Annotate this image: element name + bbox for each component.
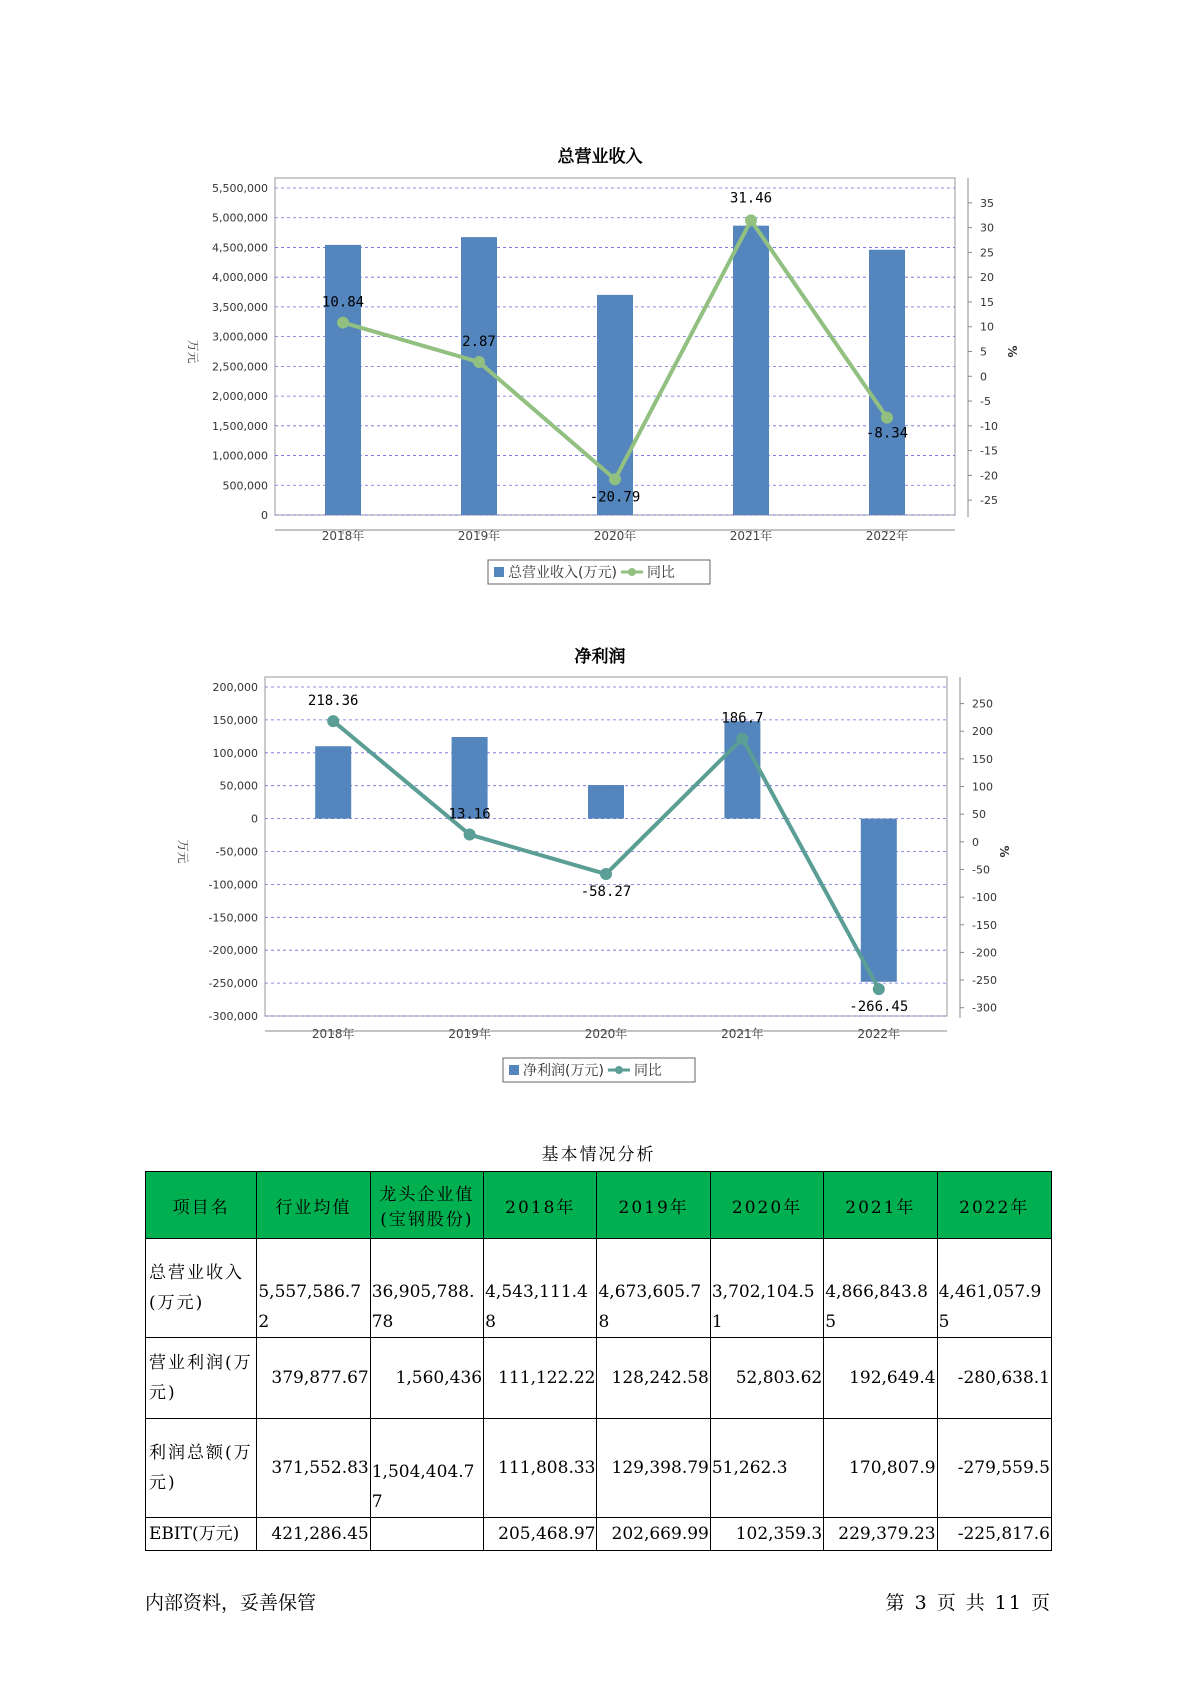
y2-tick-label: 0 xyxy=(980,370,987,384)
y2-tick-label: 10 xyxy=(980,320,994,334)
y-tick-label: 5,500,000 xyxy=(212,182,268,195)
data-label: 218.36 xyxy=(307,693,359,710)
legend-line-marker xyxy=(615,1066,623,1074)
table-cell: 51,262.3 xyxy=(710,1419,823,1518)
y2-tick-label: 25 xyxy=(980,246,994,260)
table-cell: 129,398.79 xyxy=(597,1419,710,1518)
y-tick-label: -100,000 xyxy=(208,878,258,892)
table-cell: 1,560,436 xyxy=(370,1338,483,1419)
y2-tick-label: -10 xyxy=(980,419,998,433)
basic-analysis-section xyxy=(145,1140,1052,1551)
row-label: 总营业收入(万元) xyxy=(146,1239,257,1338)
line-series xyxy=(333,721,879,989)
table-cell: 52,803.62 xyxy=(710,1338,823,1419)
line-point xyxy=(873,983,885,995)
y-tick-label: 3,500,000 xyxy=(212,300,268,314)
y-tick-label: -300,000 xyxy=(208,1010,258,1023)
data-label: -20.79 xyxy=(589,489,641,506)
y2-tick-label: -50 xyxy=(972,863,990,877)
table-cell: 371,552.83 xyxy=(257,1419,370,1518)
x-tick-label: 2020年 xyxy=(593,529,637,543)
table-row xyxy=(146,1239,1052,1338)
y-tick-label: 200,000 xyxy=(212,681,258,694)
bar xyxy=(315,746,351,818)
table-cell: 229,379.23 xyxy=(824,1518,937,1551)
line-point xyxy=(609,473,621,485)
data-label: -58.27 xyxy=(580,884,632,901)
basic-analysis-table xyxy=(145,1171,1052,1551)
y2-tick-label: 50 xyxy=(972,808,986,822)
line-point xyxy=(327,715,339,727)
table-cell: 111,122.22 xyxy=(484,1338,597,1419)
header-cell: 2022年 xyxy=(937,1172,1051,1239)
x-tick-label: 2018年 xyxy=(321,529,365,543)
legend-bar-swatch xyxy=(509,1065,519,1075)
header-cell: 龙头企业值(宝钢股份) xyxy=(370,1172,483,1239)
y2-tick-label: 15 xyxy=(980,295,994,309)
table-cell: -225,817.6 xyxy=(937,1518,1051,1551)
bar xyxy=(325,245,361,515)
row-label: 利润总额(万元) xyxy=(146,1419,257,1518)
header-cell: 2019年 xyxy=(597,1172,710,1239)
table-cell: 4,543,111.48 xyxy=(484,1239,597,1338)
y-tick-label: -50,000 xyxy=(215,845,258,859)
line-point xyxy=(337,317,349,329)
y2-tick-label: -20 xyxy=(980,469,998,483)
x-tick-label: 2021年 xyxy=(721,1027,764,1041)
table-cell: 5,557,586.72 xyxy=(257,1239,370,1338)
line-point xyxy=(464,829,476,841)
table-cell: 128,242.58 xyxy=(597,1338,710,1419)
table-cell: -279,559.5 xyxy=(937,1419,1051,1518)
y2-tick-label: -25 xyxy=(980,494,998,508)
y-tick-label: 1,500,000 xyxy=(212,419,268,433)
legend-label: 同比 xyxy=(633,1063,662,1079)
y2-tick-label: -300 xyxy=(972,1001,997,1015)
data-label: 2.87 xyxy=(462,334,496,351)
data-label: 31.46 xyxy=(729,190,773,207)
revenue-chart xyxy=(0,140,1191,600)
table-row xyxy=(146,1419,1052,1518)
header-cell: 2021年 xyxy=(824,1172,937,1239)
line-point xyxy=(745,214,757,226)
table-header-row xyxy=(146,1172,1052,1239)
legend-label: 同比 xyxy=(646,565,675,581)
x-tick-label: 2021年 xyxy=(729,529,773,543)
header-cell: 2020年 xyxy=(710,1172,823,1239)
data-label: 10.84 xyxy=(321,294,365,311)
y-axis-label: 万元 xyxy=(186,339,200,364)
line-point xyxy=(600,868,612,880)
data-label: -8.34 xyxy=(865,425,909,442)
plot-frame xyxy=(265,677,947,1016)
bar xyxy=(461,237,497,515)
data-label: 13.16 xyxy=(448,806,491,823)
y2-axis-label: % xyxy=(997,845,1011,858)
table-cell: 111,808.33 xyxy=(484,1419,597,1518)
legend-bar-swatch xyxy=(494,567,504,577)
y-tick-label: 1,000,000 xyxy=(212,449,268,463)
chart-svg xyxy=(0,140,1191,600)
line-point xyxy=(881,412,893,424)
y2-tick-label: 100 xyxy=(972,780,993,794)
y-tick-label: 100,000 xyxy=(212,746,258,760)
table-cell: 421,286.45 xyxy=(257,1518,370,1551)
x-tick-label: 2019年 xyxy=(448,1027,491,1041)
y-tick-label: 5,000,000 xyxy=(212,211,268,225)
y2-tick-label: 5 xyxy=(980,345,987,359)
chart-svg xyxy=(0,640,1191,1100)
header-cell: 2018年 xyxy=(484,1172,597,1239)
table-cell: 1,504,404.77 xyxy=(370,1419,483,1518)
chart-title: 净利润 xyxy=(574,647,626,667)
y2-tick-label: -200 xyxy=(972,946,997,960)
x-tick-label: 2019年 xyxy=(457,529,501,543)
y-tick-label: -150,000 xyxy=(208,911,258,925)
y2-tick-label: 150 xyxy=(972,752,993,766)
table-cell: 3,702,104.51 xyxy=(710,1239,823,1338)
bar xyxy=(861,819,897,982)
row-label: EBIT(万元) xyxy=(146,1518,257,1551)
y-tick-label: 50,000 xyxy=(219,779,258,793)
y2-tick-label: -100 xyxy=(972,891,997,905)
y-tick-label: 2,000,000 xyxy=(212,390,268,404)
x-tick-label: 2022年 xyxy=(865,529,909,543)
y2-tick-label: -15 xyxy=(980,444,998,458)
table-cell: 379,877.67 xyxy=(257,1338,370,1419)
y-axis-label: 万元 xyxy=(176,839,190,864)
y-tick-label: -250,000 xyxy=(208,977,258,991)
x-tick-label: 2022年 xyxy=(857,1027,901,1041)
net-profit-chart xyxy=(0,640,1191,1100)
table-cell: 102,359.3 xyxy=(710,1518,823,1551)
line-point xyxy=(473,356,485,368)
x-tick-label: 2020年 xyxy=(584,1027,628,1041)
y-tick-label: 150,000 xyxy=(212,713,258,727)
legend-line-marker xyxy=(628,568,636,576)
table-cell xyxy=(370,1518,483,1551)
table-cell: 4,673,605.78 xyxy=(597,1239,710,1338)
data-label: -266.45 xyxy=(849,999,909,1016)
table-caption: 基本情况分析 xyxy=(541,1145,656,1165)
bar xyxy=(869,250,905,515)
y-tick-label: 4,500,000 xyxy=(212,241,268,255)
footer-page-number: 第 3 页 共 11 页 xyxy=(885,1592,1052,1614)
table-cell: 202,669.99 xyxy=(597,1518,710,1551)
bar xyxy=(588,785,624,819)
table-cell: 192,649.4 xyxy=(824,1338,937,1419)
y-tick-label: 4,000,000 xyxy=(212,271,268,285)
line-point xyxy=(736,733,748,745)
x-tick-label: 2018年 xyxy=(311,1027,355,1041)
y2-tick-label: 20 xyxy=(980,271,994,285)
table-cell: 4,461,057.95 xyxy=(937,1239,1051,1338)
y-tick-label: -200,000 xyxy=(208,944,258,958)
y2-tick-label: -5 xyxy=(980,395,991,409)
table-cell: 205,468.97 xyxy=(484,1518,597,1551)
footer-confidential: 内部资料，妥善保管 xyxy=(145,1592,317,1614)
table-row xyxy=(146,1338,1052,1419)
legend-label: 净利润(万元) xyxy=(523,1063,604,1079)
y2-tick-label: -250 xyxy=(972,974,997,988)
table-cell: 4,866,843.85 xyxy=(824,1239,937,1338)
y2-tick-label: 200 xyxy=(972,725,993,739)
table-cell: 36,905,788.78 xyxy=(370,1239,483,1338)
y-tick-label: 2,500,000 xyxy=(212,360,268,374)
legend-label: 总营业收入(万元) xyxy=(508,565,617,581)
header-cell: 项目名 xyxy=(146,1172,257,1239)
y-tick-label: 500,000 xyxy=(222,479,268,493)
y-tick-label: 0 xyxy=(261,509,268,522)
bar xyxy=(733,226,769,515)
chart-title: 总营业收入 xyxy=(557,147,643,167)
header-cell: 行业均值 xyxy=(257,1172,370,1239)
row-label: 营业利润(万元) xyxy=(146,1338,257,1419)
y2-tick-label: 35 xyxy=(980,196,994,210)
y-tick-label: 3,000,000 xyxy=(212,330,268,344)
y2-tick-label: 250 xyxy=(972,697,993,711)
y2-tick-label: 30 xyxy=(980,221,994,235)
y-tick-label: 0 xyxy=(251,812,258,826)
table-cell: 170,807.9 xyxy=(824,1419,937,1518)
data-label: 186.7 xyxy=(721,710,764,727)
y2-axis-label: % xyxy=(1005,345,1019,358)
table-row xyxy=(146,1518,1052,1551)
y2-tick-label: 0 xyxy=(972,835,979,849)
y2-tick-label: -150 xyxy=(972,918,997,932)
table-cell: -280,638.1 xyxy=(937,1338,1051,1419)
